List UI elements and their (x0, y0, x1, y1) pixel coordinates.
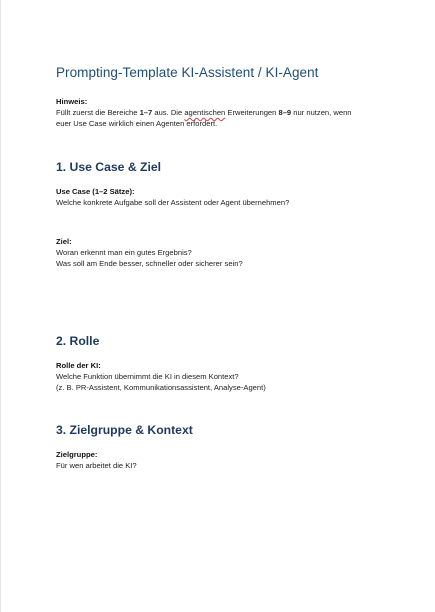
field-zielgruppe (56, 449, 406, 471)
field-prompt-line: Für wen arbeitet die KI? (56, 461, 137, 470)
field-ziel (56, 236, 406, 269)
note-text-part: aus. Die (152, 108, 185, 117)
note-range-8-9: 8–9 (278, 108, 292, 117)
section-heading-use-case: 1. Use Case & Ziel (56, 160, 161, 174)
note-block (56, 96, 406, 129)
field-prompt-line: Welche konkrete Aufgabe soll der Assistent oder Agent übernehmen? (56, 198, 290, 207)
document-title: Prompting-Template KI-Assistent / KI-Agent (56, 65, 319, 80)
section-heading-zielgruppe: 3. Zielgruppe & Kontext (56, 423, 193, 437)
note-label: Hinweis: (56, 97, 88, 106)
note-text-part: nur nutzen, wenn (291, 108, 352, 117)
field-label: Rolle der KI: (56, 361, 101, 370)
field-prompt-line: Was soll am Ende besser, schneller oder sicherer sein? (56, 259, 243, 268)
note-text-part: Füllt zuerst die Bereiche (56, 108, 140, 117)
field-label: Use Case (1–2 Sätze): (56, 187, 135, 196)
note-range-1-7: 1–7 (139, 108, 153, 117)
field-label: Zielgruppe: (56, 450, 98, 459)
section-heading-rolle: 2. Rolle (56, 334, 100, 348)
field-label: Ziel: (56, 237, 72, 246)
field-rolle (56, 360, 406, 393)
spellcheck-flagged-word[interactable]: agentischen (184, 108, 226, 117)
note-line-1 (56, 107, 406, 118)
field-prompt-line: Welche Funktion übernimmt die KI in diesem Kontext? (56, 372, 239, 381)
note-line-2: euer Use Case wirklich einen Agenten erfordert. (56, 119, 218, 128)
field-prompt-line: Woran erkennt man ein gutes Ergebnis? (56, 248, 192, 257)
field-prompt-line: (z. B. PR-Assistent, Kommunikationsassistent, Analyse-Agent) (56, 383, 266, 392)
field-use-case (56, 186, 406, 208)
document-content (56, 64, 406, 471)
note-text-part: Erweiterungen (225, 108, 279, 117)
